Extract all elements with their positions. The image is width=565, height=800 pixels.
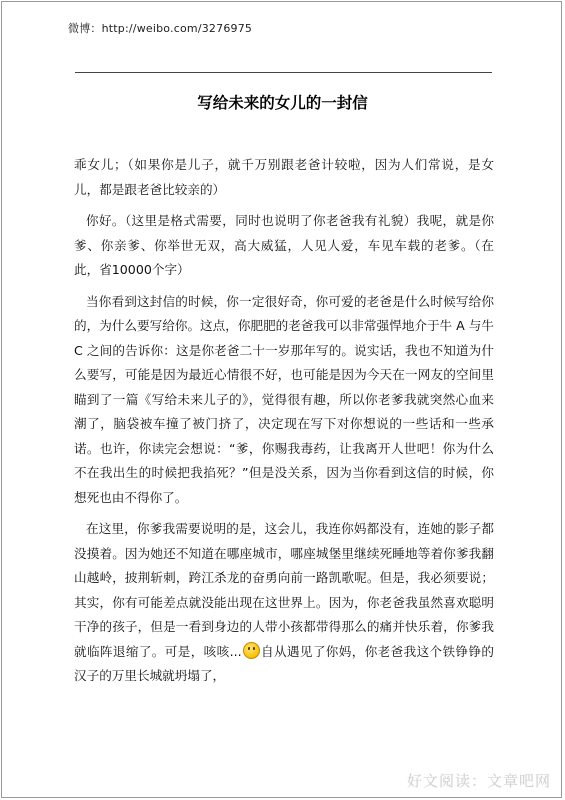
paragraph-1: 乖女儿；（如果你是儿子，就千万别跟老爸计较啦，因为人们常说，是女儿，都是跟老爸比较亲的）	[74, 157, 494, 197]
paragraph-4-text: 在这里，你爹我需要说明的是，这会儿，我连你妈都没有，连她的影子都没摸着。因为她还不知道在哪座城市，哪座城堡里继续死睡地等着你爹我翻山越岭，披荆斩刺，跨江杀龙的奋勇向前一路凯歌呢。但是，我必须要说；其实，你有可能差点就没能出现在这世界上。因为，你老爸我虽然喜欢聪明干净的孩子，但是一看到身边的人带小孩都带得那么的痛并快乐着，你爹我就临阵退缩了。可是，咳咳...	[74, 521, 494, 659]
document-title: 写给未来的女儿的一封信	[197, 94, 368, 112]
paragraph-4	[74, 517, 494, 689]
paragraph-4-tail: 自从遇见了你妈，你老爸我这个铁铮铮的汉子的万里长城就坍塌了，	[74, 643, 495, 683]
site-watermark: 好文阅读：文章吧网	[406, 772, 551, 790]
smiley-icon	[243, 642, 260, 659]
header-divider	[75, 72, 492, 73]
paragraph-2: 你好。（这里是格式需要，同时也说明了你老爸我有礼貌）我呢，就是你爹、你亲爹、你举世无双，高大威猛，人见人爱，车见车载的老爹。（在此，省10000个字）	[74, 213, 494, 277]
weibo-url: 微博：http://weibo.com/3276975	[68, 22, 253, 35]
paragraph-3: 当你看到这封信的时候，你一定很好奇，你可爱的老爸是什么时候写给你的，为什么要写给你。这点，你肥肥的老爸我可以非常强悍地介于牛 A 与牛 C 之间的告诉你：这是你老爸二十一岁那年写的。说实话，我也不知道为什么要写，可能是因为最近心情很不好，也可能是因为今天在一网友的空间里瞄到了一篇《写给未来儿子的》，觉得很有趣，所以你老爹我就突然心血来潮了，脑袋被车撞了被门挤了，决定现在写下对你想说的一些话和一些承诺。也许，你读完会想说：“爹，你赐我毒药，让我离开人世吧！你为什么不在我出生的时候把我掐死？”但是没关系，因为当你看到这信的时候，你想死也由不得你了。	[74, 293, 494, 505]
letter-body	[74, 153, 494, 696]
